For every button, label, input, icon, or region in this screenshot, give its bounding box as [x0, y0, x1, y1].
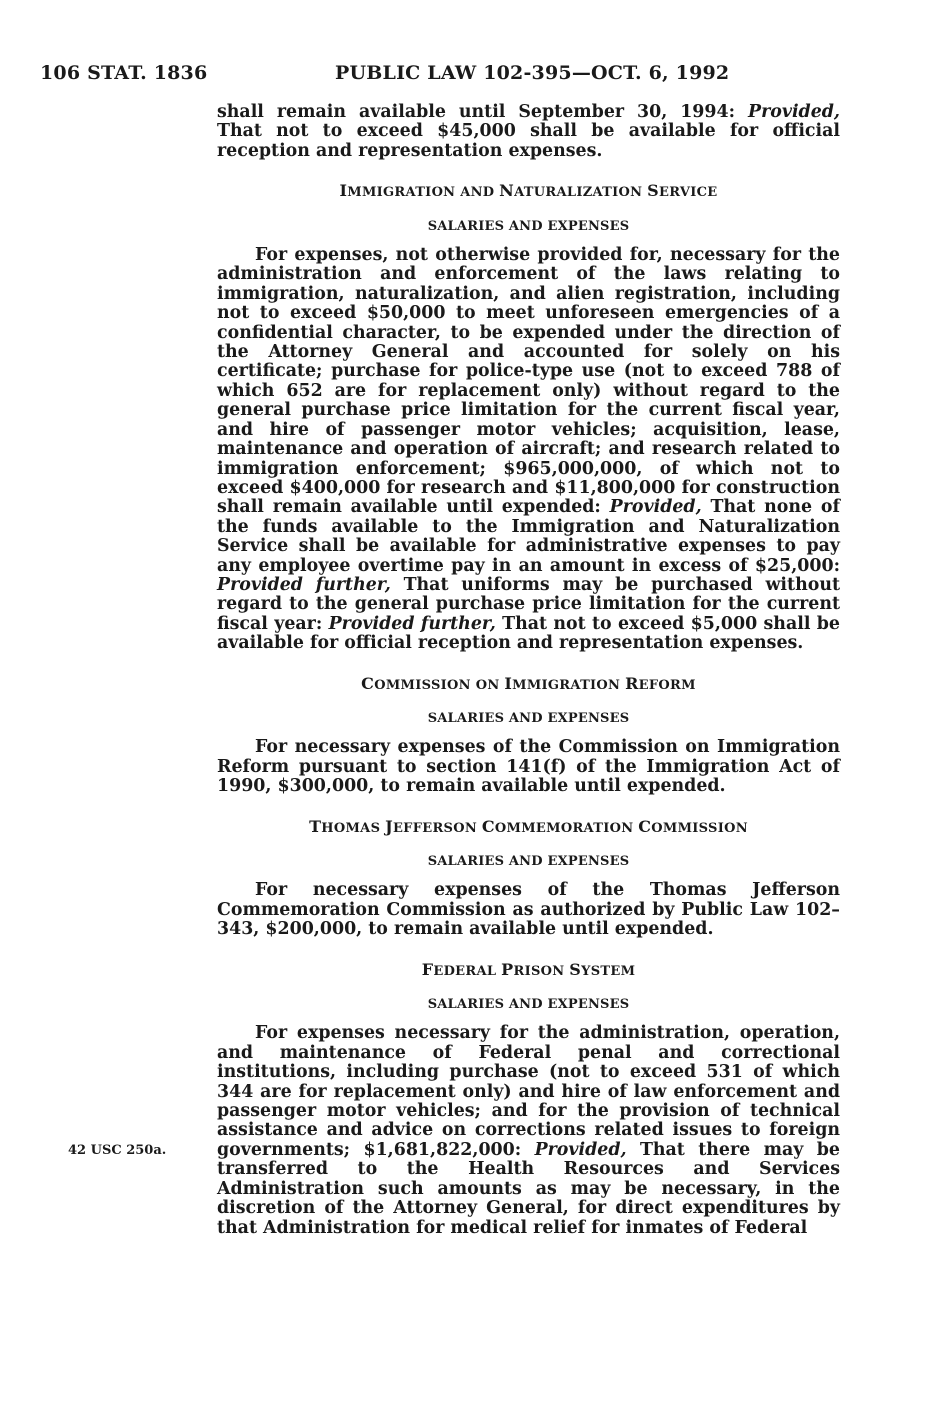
ins-paragraph: For expenses, not otherwise provided for, necessary for the administration and enforcement of the laws relating to immigration, naturalization, and alien registration, including not to exceed $50,000 to meet unforeseen emergencies of a confidential character, to be expended under the direction of the Attorney General and accounted for solely on his certificate; purchase for police-type use (not to exceed 788 of which 652 are for replacement only) without regard to the general purchase price limitation for the current fiscal year, and hire of passenger motor vehicles; acquisition, lease, maintenance and operation of aircraft; and research related to immigration enforcement; $965,000,000, of which not to exceed $400,000 for research and $11,800,000 for construction shall remain available until expended: Provided, That none of the funds available to the Immigration and Naturalization Service shall be available for administrative expenses to pay any employee overtime pay in an amount in excess of $25,000: Provided further, That uniforms may be purchased without regard to the general purchase price limitation for the current fiscal year: Provided further, That not to exceed $5,000 shall be available for official reception and representation expenses. [217, 245, 840, 654]
text-segment: shall remain available until September 30, 1994: [217, 102, 748, 122]
carryover-paragraph [217, 103, 840, 161]
text-segment: That not to exceed $45,000 shall be available for official reception and representation expenses. [217, 121, 840, 161]
section-heading-tjcc: THOMAS JEFFERSON COMMEMORATION COMMISSION [309, 816, 748, 836]
proviso-italic: Provided, [748, 102, 840, 122]
section-heading-fps: FEDERAL PRISON SYSTEM [421, 959, 636, 979]
cir-paragraph: For necessary expenses of the Commission on Immigration Reform pursuant to section 141(f) of the Immigration Act of 1990, $300,000, to remain available until expended. [217, 737, 840, 797]
subheading-salaries: SALARIES AND EXPENSES [427, 710, 630, 726]
document-body [217, 103, 840, 1238]
fps-paragraph: For expenses necessary for the administration, operation, and maintenance of Federal penal and correctional institutions, including purchase (not to exceed 531 of which 344 are for replacement only) and hire of law enforcement and passenger motor vehicles; and for the provision of technical assistance and advice on corrections related issues to foreign governments; $1,681,822,000: Provided, That there may be transferred to the Health Resources and Services Administration such amounts as may be necessary, in the discretion of the Attorney General, for direct expenditures by that Administration for medical relief for inmates of Federal [217, 1023, 840, 1238]
section-heading-ins: IMMIGRATION AND NATURALIZATION SERVICE [339, 181, 718, 201]
subheading-salaries: SALARIES AND EXPENSES [427, 997, 630, 1013]
tjcc-paragraph: For necessary expenses of the Thomas Jefferson Commemoration Commission as authorized by Public Law 102–343, $200,000, to remain available until expended. [217, 880, 840, 940]
margin-citation: 42 USC 250a. [68, 1143, 167, 1158]
public-law-title: PUBLIC LAW 102-395—OCT. 6, 1992 [335, 62, 730, 84]
stat-citation: 106 STAT. 1836 [40, 62, 208, 84]
subheading-salaries: SALARIES AND EXPENSES [427, 854, 630, 869]
subheading-salaries: SALARIES AND EXPENSES [427, 218, 630, 234]
section-heading-cir: COMMISSION ON IMMIGRATION REFORM [361, 673, 696, 693]
